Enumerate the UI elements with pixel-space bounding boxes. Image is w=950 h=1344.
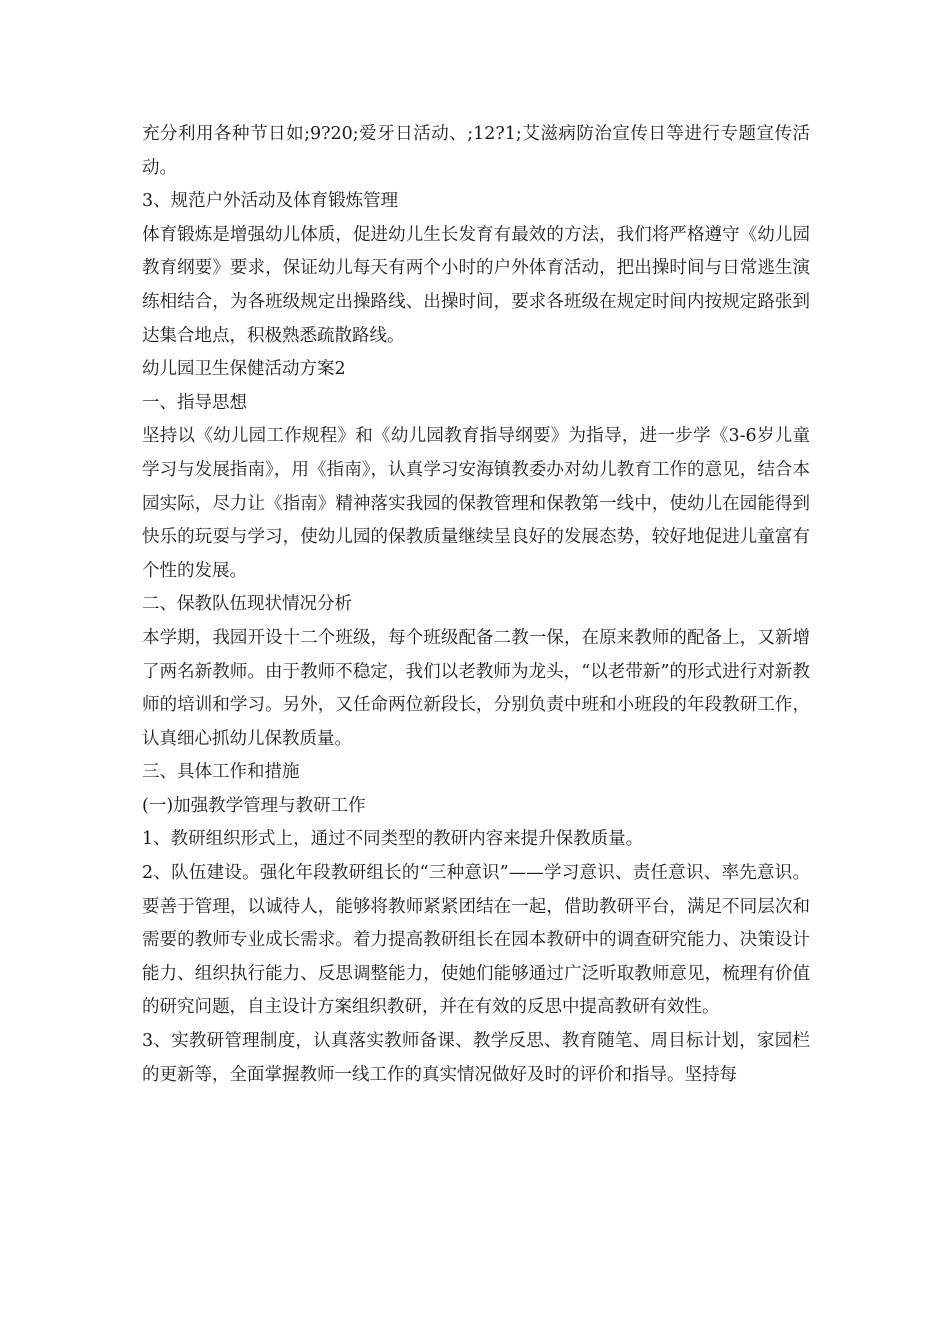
list-item-2: 2、队伍建设。强化年段教研组长的“三种意识”——学习意识、责任意识、率先意识。要善于管理，以诚待人，能够将教师紧紧团结在一起，借助教研平台，满足不同层次和需要的教师专业成长需求。着力提高教研组长在园本教研中的调查研究能力、决策设计能力、组织执行能力、反思调整能力，使她们能够通过广泛听取教师意见，梳理有价值的研究问题，自主设计方案组织教研，并在有效的反思中提高教研有效性。 [142, 863, 810, 1018]
list-item-3: 3、实教研管理制度，认真落实教师备课、教学反思、教育随笔、周目标计划，家园栏的更新等，全面掌握教师一线工作的真实情况做好及时的评价和指导。坚持每 [142, 1031, 810, 1085]
heading-plan-2: 幼儿园卫生保健活动方案2 [142, 359, 346, 380]
paragraph-physical-exercise: 体育锻炼是增强幼儿体质，促进幼儿生长发育有最效的方法，我们将严格遵守《幼儿园教育纲要》要求，保证幼儿每天有两个小时的户外体育活动，把出操时间与日常逃生演练相结合，为各班级规定出操路线、出操时间，要求各班级在规定时间内按规定路张到达集合地点，积极熟悉疏散路线。 [142, 224, 810, 346]
document-body [142, 118, 810, 1092]
paragraph-guiding-ideology: 坚持以《幼儿园工作规程》和《幼儿园教育指导纲要》为指导，进一步学《3-6岁儿童学习与发展指南》，用《指南》，认真学习安海镇教委办对幼儿教育工作的意见，结合本园实际，尽力让《指南》精神落实我园的保教管理和保教第一线中，使幼儿在园能得到快乐的玩耍与学习，使幼儿园的保教质量继续呈良好的发展态势，较好地促进儿童富有个性的发展。 [142, 426, 810, 581]
heading-specific-measures: 三、具体工作和措施 [142, 762, 300, 783]
list-item-1: 1、教研组织形式上，通过不同类型的教研内容来提升保教质量。 [142, 829, 644, 850]
paragraph-staff-analysis: 本学期，我园开设十二个班级，每个班级配备二教一保，在原来教师的配备上，又新增了两名新教师。由于教师不稳定，我们以老教师为龙头，“以老带新”的形式进行对新教师的培训和学习。另外，又任命两位新段长，分别负责中班和小班段的年段教研工作，认真细心抓幼儿保教质量。 [142, 627, 810, 749]
paragraph-holiday-activities: 充分利用各种节日如;9?20;爱牙日活动、;12?1;艾滋病防治宣传日等进行专题宣传活动。 [142, 124, 810, 178]
heading-teaching-management: (一)加强教学管理与教研工作 [142, 795, 366, 816]
heading-guiding-ideology: 一、指导思想 [142, 392, 247, 413]
heading-outdoor-activities: 3、规范户外活动及体育锻炼管理 [142, 191, 399, 212]
heading-staff-analysis: 二、保教队伍现状情况分析 [142, 594, 352, 615]
